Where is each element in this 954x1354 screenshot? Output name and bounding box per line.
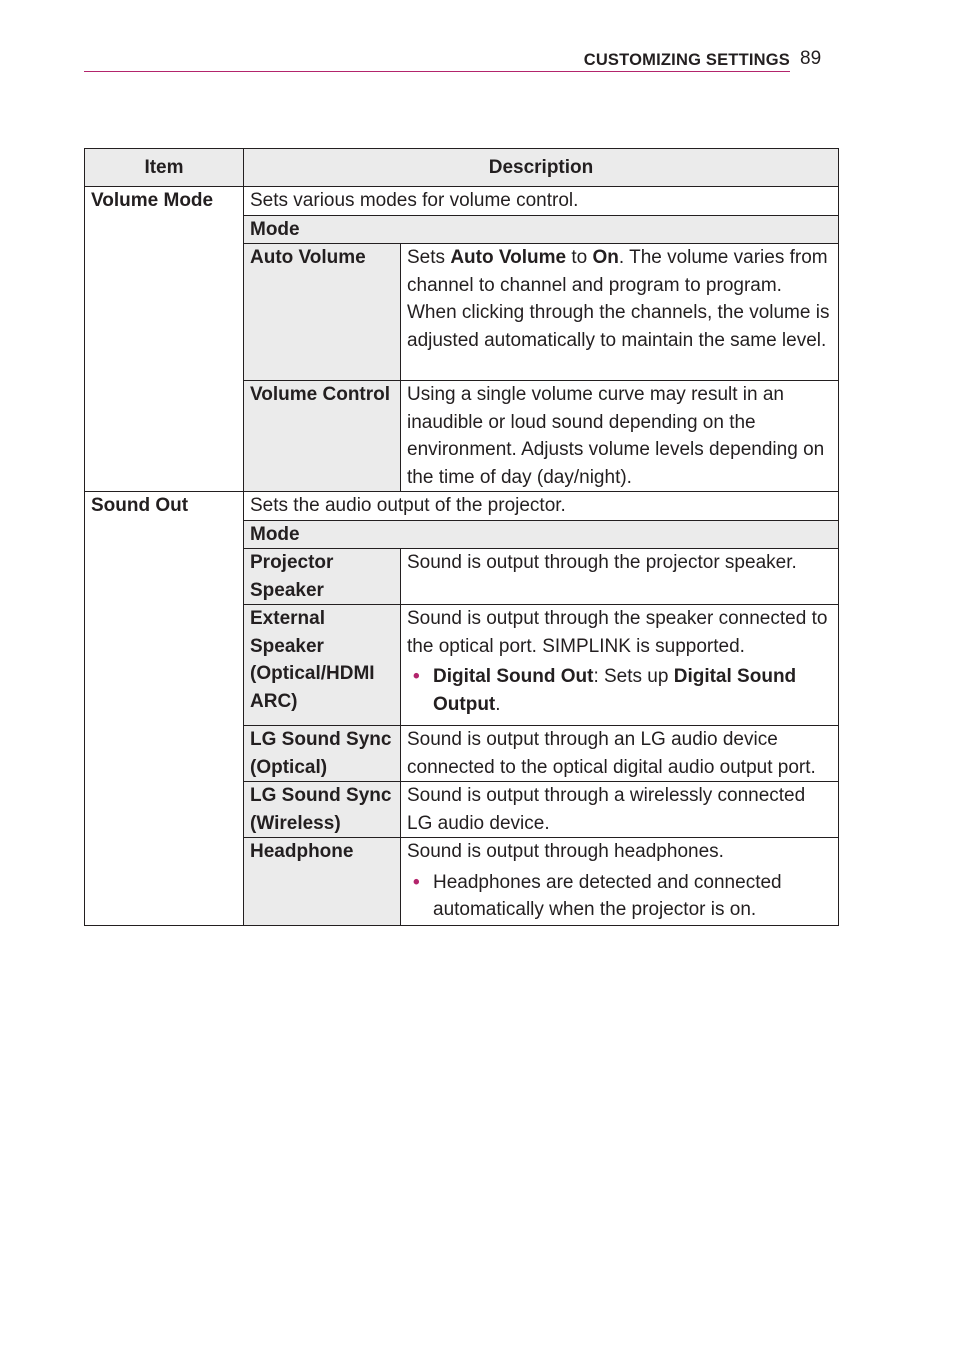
option-desc-volume-control: Using a single volume curve may result in an inaudible or loud sound depending on the environment. Adjusts volume levels depending on the time of day (day/night). [401,381,839,492]
column-header-item: Item [85,149,244,187]
description-text: Sound is output through headphones. [407,841,724,862]
text-run: Digital Sound Output [433,666,797,715]
bullet-text: Headphones are detected and connected automatically when the projector is on. [433,871,782,920]
mode-label: Mode [244,215,839,244]
option-name-external-speaker: External Speaker (Optical/HDMI ARC) [244,605,401,726]
option-name-lg-sound-sync-optical: LG Sound Sync (Optical) [244,726,401,782]
item-volume-mode: Volume Mode [85,187,244,492]
option-name-auto-volume: Auto Volume [244,244,401,381]
bullet-icon: • [413,666,420,687]
text-run: Sets [407,247,451,268]
settings-table [84,148,839,926]
header-rule [84,71,790,72]
text-run: . The volume varies from channel to channel and program to program. When clicking through the channels, the volume is adjusted automatically to maintain the same level. [407,247,830,351]
option-desc-external-speaker [401,605,839,726]
sound-out-summary: Sets the audio output of the projector. [244,492,839,521]
option-name-projector-speaker: Projector Speaker [244,549,401,605]
table-row [85,187,839,216]
table-header-row [85,149,839,187]
mode-label: Mode [244,520,839,549]
text-run: to [566,247,593,268]
bullet-item [407,869,832,924]
section-title: CUSTOMIZING SETTINGS [583,51,790,69]
option-name-lg-sound-sync-wireless: LG Sound Sync (Wireless) [244,782,401,838]
bullet-text [433,663,832,718]
bullet-icon: • [413,871,420,893]
text-run: On [592,247,619,268]
description-text: Sound is output through the speaker connected to the optical port. SIMPLINK is supported. [407,608,828,657]
option-desc-projector-speaker: Sound is output through the projector speaker. [401,549,839,605]
option-name-headphone: Headphone [244,838,401,926]
item-sound-out: Sound Out [85,492,244,926]
option-name-volume-control: Volume Control [244,381,401,492]
page-number: 89 [800,48,822,69]
text-run: Auto Volume [450,247,567,268]
bullet-item [407,663,832,718]
option-desc-auto-volume [401,244,839,381]
column-header-description: Description [244,149,839,187]
option-desc-lg-sound-sync-wireless: Sound is output through a wirelessly connected LG audio device. [401,782,839,838]
text-run: . [495,693,501,715]
text-run: : Sets up [593,666,674,687]
volume-mode-summary: Sets various modes for volume control. [244,187,839,216]
table-row [85,492,839,521]
option-desc-headphone [401,838,839,926]
text-run: Digital Sound Out [433,666,594,687]
option-desc-lg-sound-sync-optical: Sound is output through an LG audio device connected to the optical digital audio output port. [401,726,839,782]
